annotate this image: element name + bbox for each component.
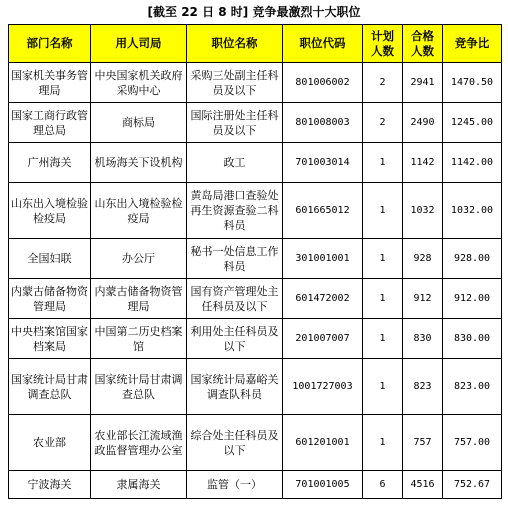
cell-position-name: 利用处主任科员及以下 [187, 319, 283, 359]
cell-hiring-bureau: 山东出入境检验检疫局 [91, 183, 187, 239]
table-row [9, 319, 502, 359]
cell-department: 广州海关 [9, 143, 91, 183]
header-planned-count: 计划 人数 [363, 25, 403, 63]
cell-qualified-count: 830 [403, 319, 443, 359]
cell-hiring-bureau: 机场海关下设机构 [91, 143, 187, 183]
cell-department: 中央档案馆国家档案局 [9, 319, 91, 359]
cell-department: 国家工商行政管理总局 [9, 103, 91, 143]
cell-planned-count: 1 [363, 183, 403, 239]
header-department: 部门名称 [9, 25, 91, 63]
cell-planned-count: 2 [363, 63, 403, 103]
cell-position-name: 监管（一） [187, 471, 283, 499]
cell-qualified-count: 912 [403, 279, 443, 319]
cell-competition-ratio: 912.00 [443, 279, 502, 319]
cell-hiring-bureau: 隶属海关 [91, 471, 187, 499]
cell-competition-ratio: 1245.00 [443, 103, 502, 143]
cell-position-name: 政工 [187, 143, 283, 183]
table-row [9, 471, 502, 499]
cell-qualified-count: 1142 [403, 143, 443, 183]
cell-competition-ratio: 928.00 [443, 239, 502, 279]
cell-qualified-count: 2941 [403, 63, 443, 103]
cell-department: 国家机关事务管理局 [9, 63, 91, 103]
cell-planned-count: 1 [363, 319, 403, 359]
table-row [9, 279, 502, 319]
cell-hiring-bureau: 办公厅 [91, 239, 187, 279]
table-row [9, 183, 502, 239]
cell-qualified-count: 928 [403, 239, 443, 279]
cell-position-code: 701003014 [283, 143, 363, 183]
table-row [9, 103, 502, 143]
cell-planned-count: 1 [363, 143, 403, 183]
cell-planned-count: 1 [363, 239, 403, 279]
cell-position-name: 采购三处副主任科员及以下 [187, 63, 283, 103]
table-row [9, 415, 502, 471]
table-row [9, 239, 502, 279]
cell-position-code: 601665012 [283, 183, 363, 239]
table-row [9, 63, 502, 103]
cell-competition-ratio: 1142.00 [443, 143, 502, 183]
cell-competition-ratio: 830.00 [443, 319, 502, 359]
cell-planned-count: 6 [363, 471, 403, 499]
cell-planned-count: 1 [363, 359, 403, 415]
cell-position-code: 301001001 [283, 239, 363, 279]
cell-qualified-count: 823 [403, 359, 443, 415]
cell-position-name: 秘书一处信息工作科员 [187, 239, 283, 279]
cell-competition-ratio: 1032.00 [443, 183, 502, 239]
header-row [9, 25, 502, 63]
cell-department: 全国妇联 [9, 239, 91, 279]
cell-qualified-count: 2490 [403, 103, 443, 143]
cell-department: 宁波海关 [9, 471, 91, 499]
cell-position-code: 601472002 [283, 279, 363, 319]
header-position-code: 职位代码 [283, 25, 363, 63]
cell-competition-ratio: 757.00 [443, 415, 502, 471]
cell-qualified-count: 4516 [403, 471, 443, 499]
cell-position-name: 国有资产管理处主任科员及以下 [187, 279, 283, 319]
cell-position-code: 801008003 [283, 103, 363, 143]
cell-department: 山东出入境检验检疫局 [9, 183, 91, 239]
cell-position-code: 201007007 [283, 319, 363, 359]
header-position-name: 职位名称 [187, 25, 283, 63]
header-competition-ratio: 竞争比 [443, 25, 502, 63]
cell-qualified-count: 1032 [403, 183, 443, 239]
cell-hiring-bureau: 商标局 [91, 103, 187, 143]
header-hiring-bureau: 用人司局 [91, 25, 187, 63]
header-qualified-count: 合格 人数 [403, 25, 443, 63]
cell-hiring-bureau: 内蒙古储备物资管理局 [91, 279, 187, 319]
table-title: [截至 22 日 8 时] 竞争最激烈十大职位 [147, 5, 361, 19]
cell-planned-count: 2 [363, 103, 403, 143]
table-row [9, 359, 502, 415]
cell-position-name: 黄岛局港口查验处再生资源查验二科科员 [187, 183, 283, 239]
cell-position-code: 801006002 [283, 63, 363, 103]
cell-hiring-bureau: 中央国家机关政府采购中心 [91, 63, 187, 103]
ranking-table [8, 24, 502, 499]
cell-department: 农业部 [9, 415, 91, 471]
cell-department: 内蒙古储备物资管理局 [9, 279, 91, 319]
cell-competition-ratio: 752.67 [443, 471, 502, 499]
cell-position-name: 综合处主任科员及以下 [187, 415, 283, 471]
cell-position-code: 601201001 [283, 415, 363, 471]
cell-hiring-bureau: 农业部长江流域渔政监督管理办公室 [91, 415, 187, 471]
table-row [9, 143, 502, 183]
cell-competition-ratio: 823.00 [443, 359, 502, 415]
cell-competition-ratio: 1470.50 [443, 63, 502, 103]
cell-department: 国家统计局甘肃调查总队 [9, 359, 91, 415]
cell-position-name: 国家统计局嘉峪关调查队科员 [187, 359, 283, 415]
cell-qualified-count: 757 [403, 415, 443, 471]
cell-position-code: 701001005 [283, 471, 363, 499]
cell-hiring-bureau: 中国第二历史档案馆 [91, 319, 187, 359]
cell-position-name: 国际注册处主任科员及以下 [187, 103, 283, 143]
cell-hiring-bureau: 国家统计局甘肃调查总队 [91, 359, 187, 415]
cell-position-code: 1001727003 [283, 359, 363, 415]
cell-planned-count: 1 [363, 415, 403, 471]
cell-planned-count: 1 [363, 279, 403, 319]
